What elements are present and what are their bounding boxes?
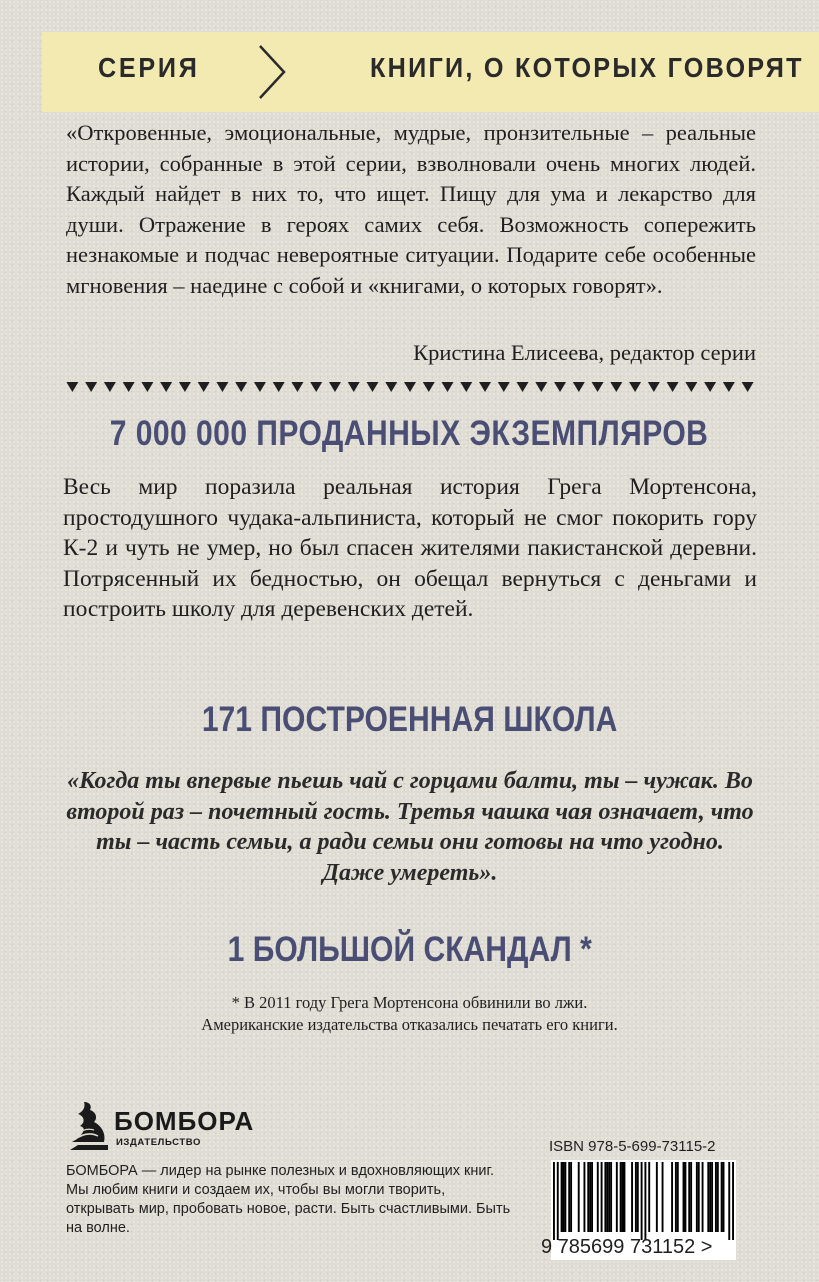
heading-copies-sold: 7 000 000 ПРОДАННЫХ ЭКЗЕМПЛЯРОВ — [110, 414, 709, 453]
series-name: КНИГИ, О КОТОРЫХ ГОВОРЯТ — [370, 52, 804, 83]
isbn-label: ISBN 978-5-699-73115-2 — [549, 1138, 716, 1155]
series-label: СЕРИЯ — [98, 52, 200, 83]
publisher-name: БОМБОРА — [114, 1106, 255, 1136]
isbn-barcode — [541, 1160, 746, 1260]
heading-schools-built: 171 ПОСТРОЕННАЯ ШКОЛА — [201, 700, 618, 739]
tea-quote: «Когда ты впервые пьешь чай с горцами балти, ты – чужак. Во второй раз – почетный гость. Третья чашка чая означает, что ты – часть семьи, а ради семьи они готовы на что угодно. Даже умереть». — [66, 768, 754, 886]
barcode-bars — [553, 1162, 734, 1240]
story-paragraph: Весь мир поразила реальная история Грега Мортенсона, простодушного чудака-альпиниста, который не смог покорить гору К-2 и чуть не умер, но был спасен жителями пакистанской деревни. Потрясенный их бедностью, он обещал вернуться с деньгами и построить школу для деревенских детей. — [63, 474, 757, 622]
editor-quote: «Откровенные, эмоциональные, мудрые, пронзительные – реальные истории, собранные в этой серии, взволновали очень многих людей. Каждый найдет в них то, что ищет. Пищу для ума и лекарство для души. Отражение в героях самих себя. Возможность сопережить незнакомые и подчас невероятные ситуации. Подарите себе особенные мгновения – наедине с собой и «книгами, о которых говорят». — [66, 120, 756, 298]
editor-attribution: Кристина Елисеева, редактор серии — [413, 340, 756, 365]
publisher-description: БОМБОРА — лидер на рынке полезных и вдохновляющих книг. Мы любим книги и создаем их, чтобы вы могли творить, открывать мир, пробовать новое, расти. Быть счастливыми. Быть на волне. — [66, 1163, 511, 1236]
heading-scandal: 1 БОЛЬШОЙ СКАНДАЛ * — [227, 930, 592, 969]
triangle-divider — [63, 380, 757, 394]
chevron-right-icon — [256, 44, 288, 100]
footnote-line-2: Американские издательства отказались печатать его книги. — [201, 1015, 618, 1034]
barcode-digits: 9 785699 731152 > — [541, 1236, 713, 1258]
publisher-subtitle: ИЗДАТЕЛЬСТВО — [116, 1137, 201, 1148]
footnote-line-1: * В 2011 году Грега Мортенсона обвинили во лжи. — [231, 993, 588, 1012]
series-banner — [42, 32, 819, 112]
scandal-footnote — [0, 992, 819, 1036]
